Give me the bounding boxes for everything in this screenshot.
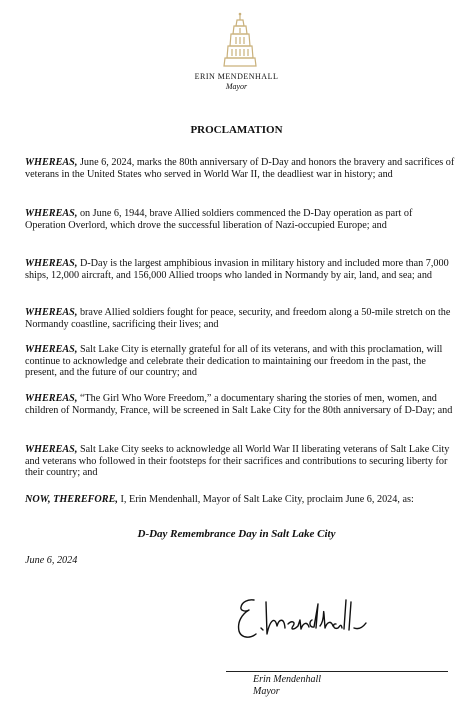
paragraph-2 <box>25 208 455 231</box>
paragraph-5 <box>25 344 455 379</box>
paragraph-6 <box>25 393 455 416</box>
paragraph-lead: WHEREAS, <box>25 393 78 404</box>
paragraph-lead: WHEREAS, <box>25 258 78 269</box>
paragraph-7 <box>25 444 455 479</box>
paragraph-4 <box>25 307 455 330</box>
paragraph-3 <box>25 258 455 281</box>
paragraph-lead: WHEREAS, <box>25 344 78 355</box>
city-seal-icon <box>222 12 258 68</box>
paragraph-text: D-Day is the largest amphibious invasion in military history and included more than 7,000 ships, 12,000 aircraft, and 156,000 Allied troops who landed in Normandy by air, land, and sea; and <box>25 258 449 281</box>
designation-title: D-Day Remembrance Day in Salt Lake City <box>137 528 336 540</box>
paragraph-text: June 6, 2024, marks the 80th anniversary of D-Day and honors the bravery and sacrifices of veterans in the United States who served in World War II, the deadliest war in history; and <box>25 157 455 180</box>
letterhead-title: Mayor <box>225 82 248 91</box>
signatory-title: Mayor <box>253 686 280 697</box>
paragraph-8 <box>25 494 455 506</box>
paragraph-lead: WHEREAS, <box>25 307 78 318</box>
document-title: PROCLAMATION <box>190 124 283 136</box>
paragraph-text: on June 6, 1944, brave Allied soldiers commenced the D-Day operation as part of Operation Overlord, which drove the successful liberation of Nazi-occupied Europe; and <box>25 208 413 231</box>
handwritten-signature <box>232 590 372 650</box>
paragraph-text: Salt Lake City is eternally grateful for all of its veterans, and with this proclamation, will continue to acknowledge and celebrate their dedication to maintaining our freedom in the past, the present, and the future of our country; and <box>25 344 443 379</box>
paragraph-lead: WHEREAS, <box>25 208 78 219</box>
paragraph-1 <box>25 157 455 180</box>
paragraph-text: Salt Lake City seeks to acknowledge all World War II liberating veterans of Salt Lake City and veterans who followed in their footsteps for their sacrifices and contributions to securing liberty for their country; and <box>25 444 450 479</box>
paragraph-lead: WHEREAS, <box>25 157 78 168</box>
paragraph-text: “The Girl Who Wore Freedom,” a documentary sharing the stories of men, women, and children of Normandy, France, will be screened in Salt Lake City for the 80th anniversary of D-Day; and <box>25 393 453 416</box>
paragraph-text: brave Allied soldiers fought for peace, security, and freedom along a 50-mile stretch on the Normandy coastline, sacrificing their lives; and <box>25 307 451 330</box>
proclamation-date: June 6, 2024 <box>25 555 78 566</box>
paragraph-lead: WHEREAS, <box>25 444 78 455</box>
signatory-name: Erin Mendenhall <box>253 674 322 685</box>
letterhead-name: ERIN MENDENHALL <box>194 72 279 81</box>
paragraph-text: I, Erin Mendenhall, Mayor of Salt Lake City, proclaim June 6, 2024, as: <box>117 494 414 505</box>
paragraph-lead: NOW, THEREFORE, <box>25 494 118 505</box>
signature-line <box>226 671 448 672</box>
